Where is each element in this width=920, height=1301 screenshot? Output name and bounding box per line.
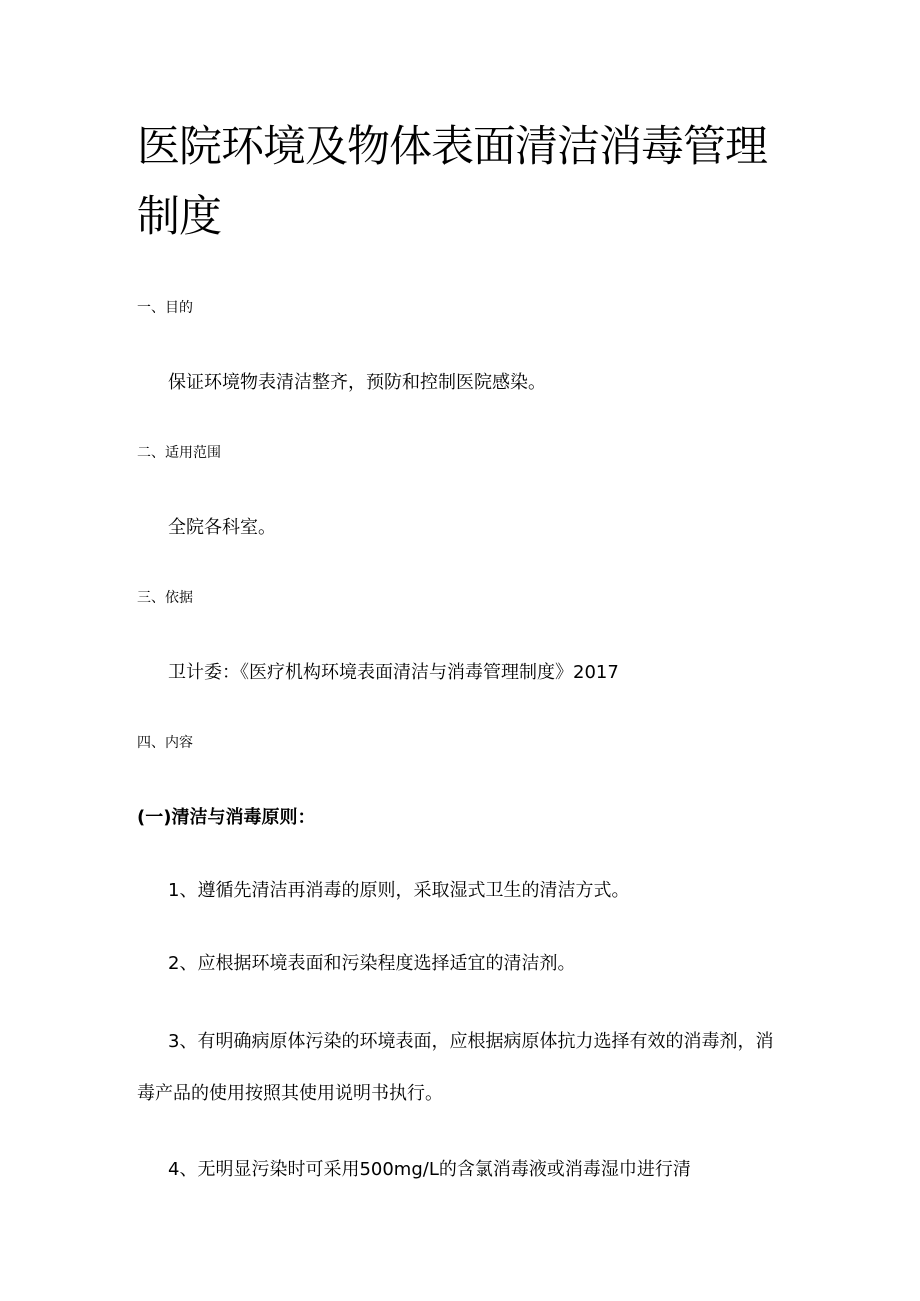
section-heading-purpose: 一、目的 [137, 300, 193, 316]
section-text-basis: 卫计委：《医疗机构环境表面清洁与消毒管理制度》2017 [168, 662, 619, 683]
section-heading-scope: 二、适用范围 [137, 445, 221, 461]
content-item-1: 1、遵循先清洁再消毒的原则，采取湿式卫生的清洁方式。 [168, 880, 630, 901]
content-item-4: 4、无明显污染时可采用500mg/L的含氯消毒液或消毒湿巾进行清 [168, 1159, 691, 1180]
section-text-scope: 全院各科室。 [168, 517, 276, 538]
section-heading-content: 四、内容 [137, 735, 193, 751]
content-item-3: 3、有明确病原体污染的环境表面，应根据病原体抗力选择有效的消毒剂，消毒产品的使用按照其使用说明书执行。 [137, 1031, 774, 1104]
document-title: 医院环境及物体表面清洁消毒管理制度 [137, 122, 767, 242]
section-text-purpose: 保证环境物表清洁整齐，预防和控制医院感染。 [168, 372, 546, 393]
section-heading-basis: 三、依据 [137, 590, 193, 606]
content-item-2: 2、应根据环境表面和污染程度选择适宜的清洁剂。 [168, 953, 576, 974]
content-subheading: (一)清洁与消毒原则： [137, 807, 316, 828]
